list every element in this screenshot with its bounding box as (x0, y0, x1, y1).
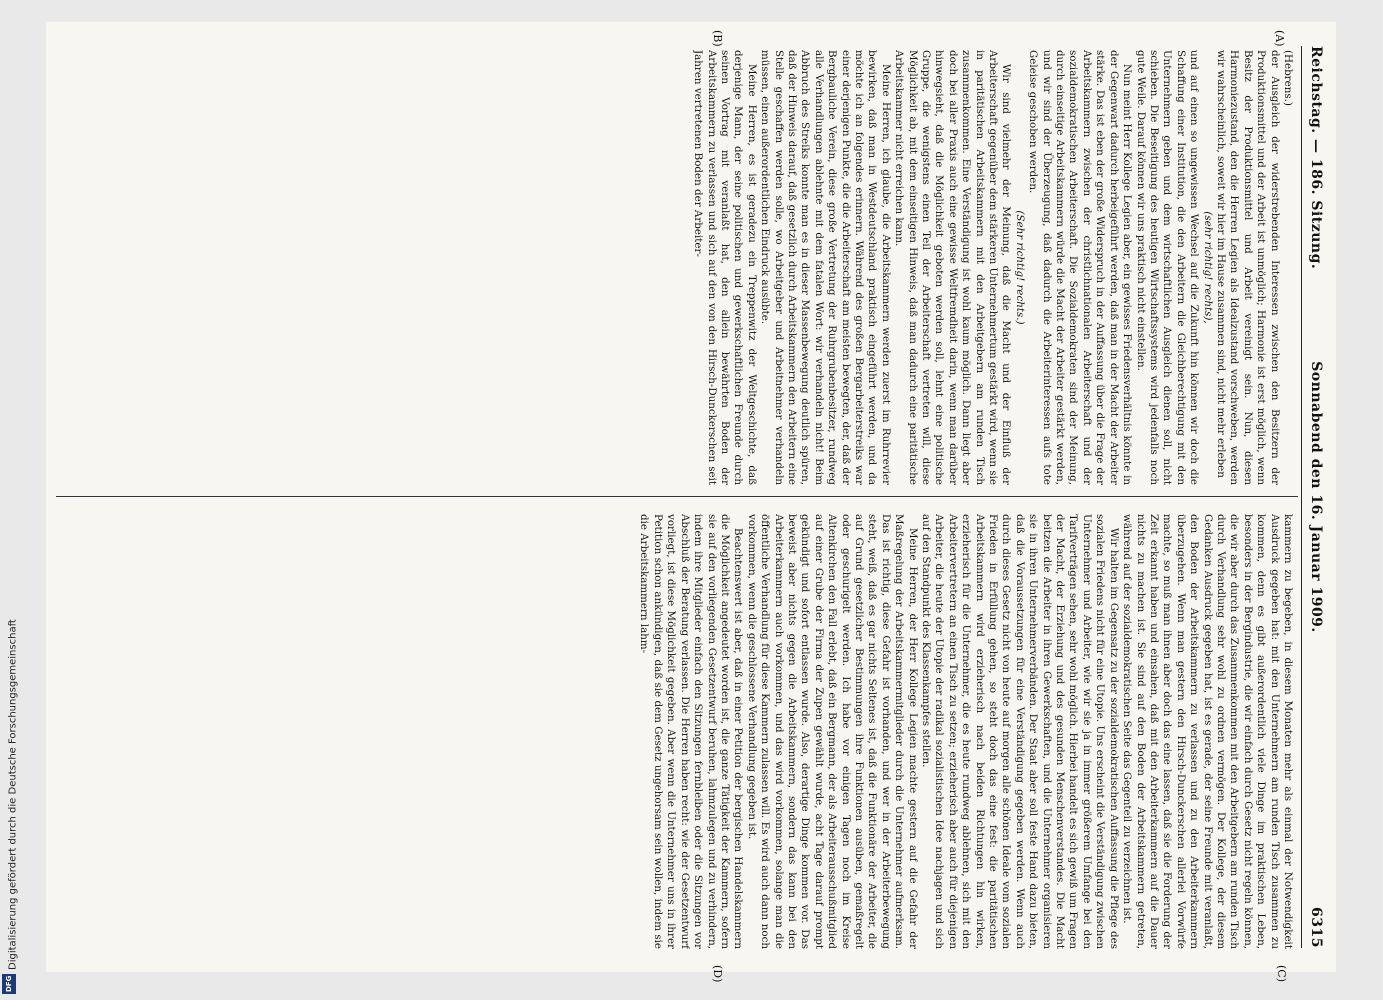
page-content (46, 22, 1336, 983)
margin-letter-a: (A) (1273, 30, 1286, 47)
left-column (54, 50, 1294, 485)
page-number: 6315 (1308, 907, 1324, 948)
speaker-name: (Hebrens.) (1282, 50, 1294, 106)
paragraph: und auf einen so ungewissen Wechsel auf die Zukunft hin können wir doch die Schaffung einer Institution, die den Arbeitern die Gleichberechtigung mit den Unternehmern geben und dem wirtschaftlichen Ausgleich dienen soll, nicht schieben. Die Beseitigung des heutigen Wirtschaftssystems wird jedenfalls noch gute Weile. Darauf können wir uns praktisch nicht einstellen. (1134, 50, 1201, 485)
running-header (1302, 46, 1326, 948)
paragraph: Beachtenswert ist aber, daß in einer Petition der bergischen Handelskammern die Möglichkeit angedeutet worden ist, die ganze Tätigkeit der Kammern, sofern sie auf den vorliegenden Gesetzentwurf beruhen, lahmzulegen und zu verhindern, indem ihre Mitglieder einfach den Sitzungen fernbleiben oder die Sitzungen vor Abschluß der Beratung verlassen. Die Herren haben recht: wie der Gesetzentwurf vorliegt, ist diese Möglichkeit gegeben. Aber wenn die Unternehmer uns in ihrer Petition schon ankündigen, daß sie dem Gesetz ungehorsam sein wollen, indem sie die Arbeitskammern lahm- (638, 514, 745, 949)
paragraph: Wir halten im Gegensatz zu der sozialdemokratischen Auffassung die Pflege des sozialen Friedens nicht für eine Utopie. Uns erscheint die Verständigung zwischen Unternehmer und Arbeiter, wie wir sie ja in immer größerem Umfange bei den Tarifverträgen sehen, sehr wohl möglich. Hierbei handelt es sich gewiß um Fragen der Macht, der Erziehung und des gesunden Menschenverstandes. Die Macht beitzen die Arbeiter in ihren Gewerkschaften, und die Unternehmer organisieren sie in ihren Unternehmerverbänden. Der Staat aber soll feste Hand dazu bieten, daß die Voraussetzungen für eine Verständigung gegeben werden. Wenn auch durch dieses Gesetz nicht von heute auf morgen alle schönen Ideale vom sozialen Frieden in Erfüllung gehen, so steht doch das eine fest: die paritätischen Arbeitskammern wird erzieherisch nach beiden Richtungen hin wirken, erzieherisch für die Unternehmer, die es heute rundweg ablehnen, sich mit den Arbeitervertretern an einen Tisch zu setzen; erzieherisch aber auch für diejenigen Arbeiter, die heute der Utopie der radikal sozialistischen Idee nachjagen und sich auf den Standpunkt des Klassenkampfes stellen. (920, 514, 1120, 949)
paragraph: kammern zu begeben, in diesem Monaten mehr als einmal der Notwendigkeit Ausdruck gegeben hat: mit den Unternehmern am runden Tisch zusammen zu kommen, denn es gibt außerordentlich viele Dinge im praktischen Leben, besonders in der Bergindustrie, die wir einfach durch Gesetz nicht regeln können, die wir aber durch das Zusammenkommen mit den Arbeitgebern am runden Tisch durch Verhandlung sehr wohl zu ordnen vermögen. Der Kollege, der diesem Gedanken Ausdruck gegeben hat, ist es gerade, der seine Freunde mit veranlaßt, den Boden der Arbeitskammern zu verlassen und zu den Arbeiterkammern überzugehen. Wenn man gestern den Hirsch-Dunckerschen allerlei Vorwürfe machte, so muß man ihnen aber doch das eine lassen, daß sie die Forderung der Zeit erkannt haben und einsahen, daß mit den Arbeiterkammern auf die Dauer nichts zu machen ist. Sie sind auf den Boden der Arbeitskammern getreten, während auf der sozialdemokratischen Seite das Gegenteil zu verzeichnen ist. (1121, 514, 1294, 949)
paragraph: Meine Herren, es ist geradezu ein Treppenwitz der Weltgeschichte, daß derjenige Mann, der seine politischen und gewerkschaftlichen Freunde durch seinen Vortrag mit veranlaßt hat, den allein bewährten Boden der Arbeitskammern zu verlassen und sich auf den von den Hirsch-Dunckerschen seit Jahren vertretenen Boden der Arbeiter- (692, 50, 758, 485)
margin-letter-d: (D) (711, 965, 724, 983)
credit-text: Digitalisierung gefördert durch die Deutsche Forschungsgemeinschaft (7, 619, 19, 970)
paragraph: Meine Herren, ich glaube, die Arbeitskammern werden zuerst im Ruhrrevier bewirken, daß man in Westdeutschland praktisch eingeführt werden, und da möchte ich an folgendes erinnern. Während des großen Bergarbeiterstreiks war einer derjenigen Punkte, die die Arbeiterschaft am meisten bewegten, der, daß der Bergbauliche Verein, diese große Vertretung der Ruhrgrubenbesitzer, rundweg alle Verhandlungen ablehnte mit dem fatalen Wort: wir verhandeln nicht! Beim Abbruch des Streiks konnte man es in dieser Massenbewegung deutlich spüren, daß der Hinweis darauf, daß gesetzlich durch Arbeitskammern den Arbeitern eine Stelle geschaffen werden solle, wo Arbeitgeber und Arbeitnehmer verhandeln müssen, einen außerordentlichen Eindruck ausübte. (759, 50, 892, 485)
right-column (54, 514, 1294, 949)
paragraph: Meine Herren, der Herr Kollege Legien machte gestern auf die Gefahr der Maßregelung der Arbeitskammermitglieder durch die Unternehmer aufmerksam. Das ist richtig, diese Gefahr ist vorhanden, und wer in der Arbeiterbewegung steht, weiß, daß es gar nichts Seltenes ist, daß die Funktionäre der Arbeiter, die auf Grund gesetzlicher Bestimmungen ihre Funktionen ausüben, gemaßregelt oder geschurigelt werden. Ich habe vor einigen Tagen noch im Kreise Altenkirchen den Fall erlebt, daß ein Bergmann, der als Arbeiterausschußmitglied auf einer Grube der Firma der Zupen gewählt wurde, acht Tage darauf prompt gekündigt und sofort entlassen wurde. Also, derartige Dinge kommen vor. Das beweist aber nichts gegen die Arbeitskammern, sondern das kann bei den Arbeiterkammern auch vorkommen, und das wird vorkommen, solange man die öffentliche Verhandlung für diese Kammern zulassen will. Es wird auch dann noch vorkommen, wenn die geschlossene Verhandlung gegeben ist. (745, 514, 919, 949)
digitization-credit (6, 330, 20, 970)
interjection: (sehr richtig! rechts), (1201, 211, 1214, 324)
paragraph: der Ausgleich der widerstrebenden Interessen zwischen den Besitzern der Produktionsmittel und der Arbeit ist unmöglich; Harmonie ist erst möglich, wenn Besitz der Produktionsmittel und Arbeit vereinigt sein. Nun, diesen Harmoniezustand, den die Herren Legien als Idealzustand vorschweben, werden wir wahrscheinlich, soweit wir hier im Hause zusammen sind, nicht mehr erleben (1214, 50, 1281, 485)
header-left: Reichstag. — 186. Sitzung. (1308, 46, 1324, 270)
header-center: Sonnabend den 16. Januar 1909. (1308, 361, 1324, 633)
paragraph: Nun meint Herr Kollege Legien aber, ein gewisses Friedensverhältnis könnte in der Gegenwart dadurch herbeigeführt werden, daß man in der Macht der Arbeiter stärke. Das ist eben der große Widerspruch in der Auffassung über die Frage der Arbeitskammern zwischen der christlichnationalen Arbeiterschaft und der sozialdemokratischen Arbeiterschaft. Die Sozialdemokraten sind der Meinung, durch einseitige Arbeitskammern würde die Macht der Arbeiter gestärkt werden, und wir sind der Überzeugung, daß dadurch die Arbeiterinteressen aufs tote Geleise geschoben werden. (1027, 50, 1134, 485)
paragraph: Wir sind vielmehr der Meinung, daß die Macht und der Einfluß der Arbeiterschaft gegenüber dem stärkeren Unternehmertum gestärkt wird, wenn sie in paritätischen Arbeitskammern mit den Arbeitgebern am runden Tisch zusammenkommen. Eine Verständigung ist wohl kaum möglich. Dann liegt aber doch bei aller Praxis auch eine gewisse Weltfremdheit darin, wenn man darüber hinwegsieht, daß die Möglichkeit geboten werden soll, lehnt eine politische Gruppe, die wenigstens einen Teil der Arbeiterschaft vertreten will, diese Möglichkeit ab, mit dem einseitigen Hinweis, daß man dadurch eine paritätische Arbeitskammer nicht erreichen kann. (893, 50, 1013, 485)
margin-letter-c: (C) (1275, 965, 1288, 982)
header-rule (1301, 46, 1302, 948)
interjection: (Sehr richtig! rechts.) (1013, 210, 1026, 325)
dfg-logo: DFG (2, 974, 16, 994)
scanned-page (46, 22, 1336, 983)
margin-letter-b: (B) (711, 30, 724, 47)
column-divider (56, 496, 1298, 497)
